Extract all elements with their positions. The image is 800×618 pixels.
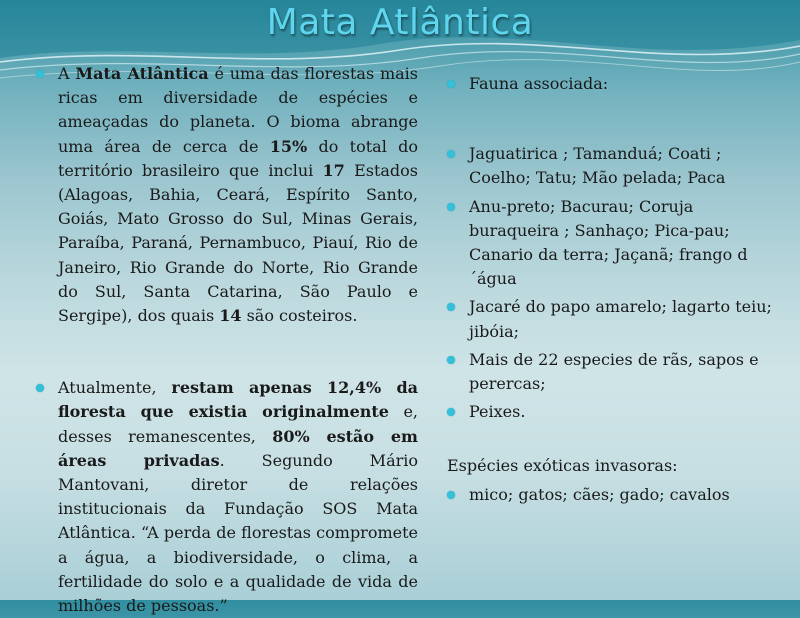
list-item: Mais de 22 especies de rãs, sapos e perercas; (447, 348, 787, 396)
bullet-icon (447, 203, 455, 211)
fauna-list (447, 142, 787, 424)
bullet-icon (447, 408, 455, 416)
list-item: Anu-preto; Bacurau; Coruja buraqueira ; Sanhaço; Pica-pau; Canario da terra; Jaçanã; frango d´água (447, 195, 787, 292)
left-column (36, 62, 418, 618)
list-item: Jaguatirica ; Tamanduá; Coati ; Coelho; Tatu; Mão pelada; Paca (447, 142, 787, 190)
fauna-header: Fauna associada: (447, 72, 787, 96)
list-item: Peixes. (447, 400, 787, 424)
atualmente-paragraph: Atualmente, restam apenas 12,4% da floresta que existia originalmente e, desses remanescentes, 80% estão em áreas privadas. Segundo Mário Mantovani, diretor de relações institucionais da Fundação SOS Mata Atlântica. “A perda de florestas compromete a água, a biodiversidade, o clima, a fertilidade do solo e a qualidade de vida de milhões de pessoas.” (36, 376, 418, 618)
list-item: mico; gatos; cães; gado; cavalos (447, 483, 787, 507)
bullet-icon (447, 303, 455, 311)
bullet-icon (447, 80, 455, 88)
bullet-icon (36, 70, 44, 78)
bullet-icon (447, 491, 455, 499)
bioma-paragraph: A Mata Atlântica é uma das florestas mais ricas em diversidade de espécies e ameaçadas do planeta. O bioma abrange uma área de cerca de 15% do total do território brasileiro que inclui 17 Estados (Alagoas, Bahia, Ceará, Espírito Santo, Goiás, Mato Grosso do Sul, Minas Gerais, Paraíba, Paraná, Pernambuco, Piauí, Rio de Janeiro, Rio Grande do Norte, Rio Grande do Sul, Santa Catarina, São Paulo e Sergipe), dos quais 14 são costeiros. (36, 62, 418, 328)
list-item: Jacaré do papo amarelo; lagarto teiu; jibóia; (447, 295, 787, 343)
right-column (447, 72, 787, 511)
bullet-icon (447, 356, 455, 364)
slide-title: Mata Atlântica (266, 2, 534, 43)
exotic-list (447, 483, 787, 507)
exotic-header: Espécies exóticas invasoras: (447, 456, 678, 476)
bullet-icon (36, 384, 44, 392)
bullet-icon (447, 150, 455, 158)
